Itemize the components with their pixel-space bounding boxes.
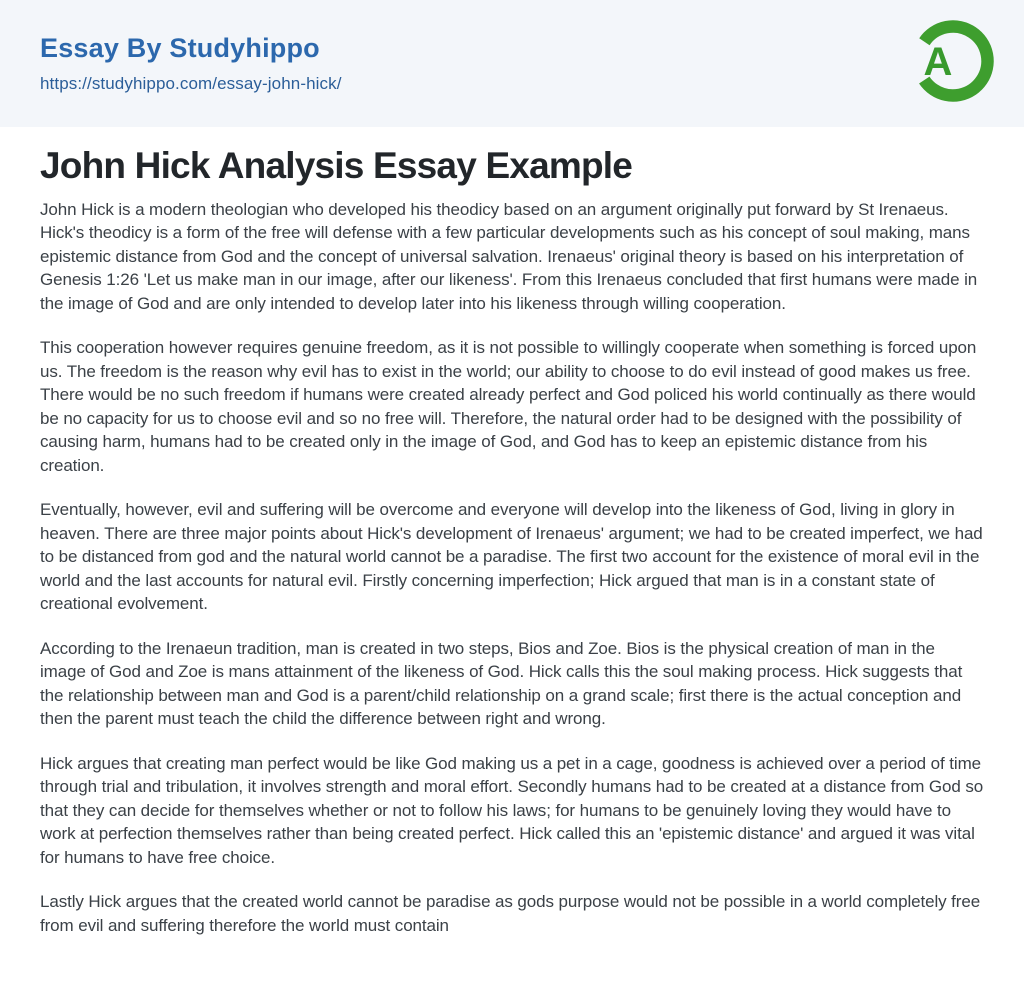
article-paragraph-4: According to the Irenaeun tradition, man is created in two steps, Bios and Zoe. Bios is the physical creation of man in the image of God and Zoe is mans attainment of the likeness of God. Hick calls this the soul making process. Hick suggests that the relationship between man and God is a parent/child relationship on a grand scale; first there is the actual conception and then the parent must teach the child the difference between right and wrong.	[40, 638, 963, 729]
article-paragraph-1: John Hick is a modern theologian who developed his theodicy based on an argument originally put forward by St Irenaeus. Hick's theodicy is a form of the free will defense with a few particular developments such as his concept of soul making, mans epistemic distance from God and the concept of universal salvation. Irenaeus' original theory is based on his interpretation of Genesis 1:26 'Let us make man in our image, after our likeness'. From this Irenaeus concluded that first humans were made in the image of God and are only intended to develop later into his likeness through willing cooperation.	[40, 199, 978, 313]
logo-letter: A	[923, 40, 953, 84]
article-paragraph-6: Lastly Hick argues that the created world cannot be paradise as gods purpose would not be possible in a world completely free from evil and suffering therefore the world must contain	[40, 892, 981, 935]
article-paragraph-3: Eventually, however, evil and suffering will be overcome and everyone will develop into the likeness of God, living in glory in heaven. There are three major points about Hick's development of Irenaeus' argument; we had to be created imperfect, we had to be distanced from god and the natural world cannot be a paradise. The first two account for the existence of moral evil in the world and the last accounts for natural evil. Firstly concerning imperfection; Hick argued that man is in a constant state of creational evolvement.	[40, 500, 983, 614]
page-url-link[interactable]: https://studyhippo.com/essay-john-hick/	[40, 73, 342, 93]
header-text-block	[40, 34, 1024, 94]
site-title: Essay By Studyhippo	[40, 33, 320, 63]
article-paragraph-5: Hick argues that creating man perfect would be like God making us a pet in a cage, goodness is achieved over a period of time through trial and tribulation, it involves strength and moral effort. Secondly humans had to be created at a distance from God so that they can decide for themselves whether or not to follow his laws; for humans to be genuinely loving they would have to work at perfection themselves rather than being created perfect. Hick called this an 'epistemic distance' and argued it was vital for humans to have free choice.	[40, 753, 984, 867]
article-paragraph-2: This cooperation however requires genuine freedom, as it is not possible to willingly cooperate when something is forced upon us. The freedom is the reason why evil has to exist in the world; our ability to choose to do evil instead of good makes us free. There would be no such freedom if humans were created already perfect and God policed his world continually as there would be no capacity for us to choose evil and so no free will. Therefore, the natural order had to be designed with the possibility of causing harm, humans had to be created only in the image of God, and God has to keep an epistemic distance from his creation.	[40, 338, 977, 475]
article-content	[0, 145, 1024, 937]
studyhippo-logo-icon	[906, 16, 998, 108]
page-header	[0, 0, 1024, 127]
article-title: John Hick Analysis Essay Example	[40, 145, 633, 186]
